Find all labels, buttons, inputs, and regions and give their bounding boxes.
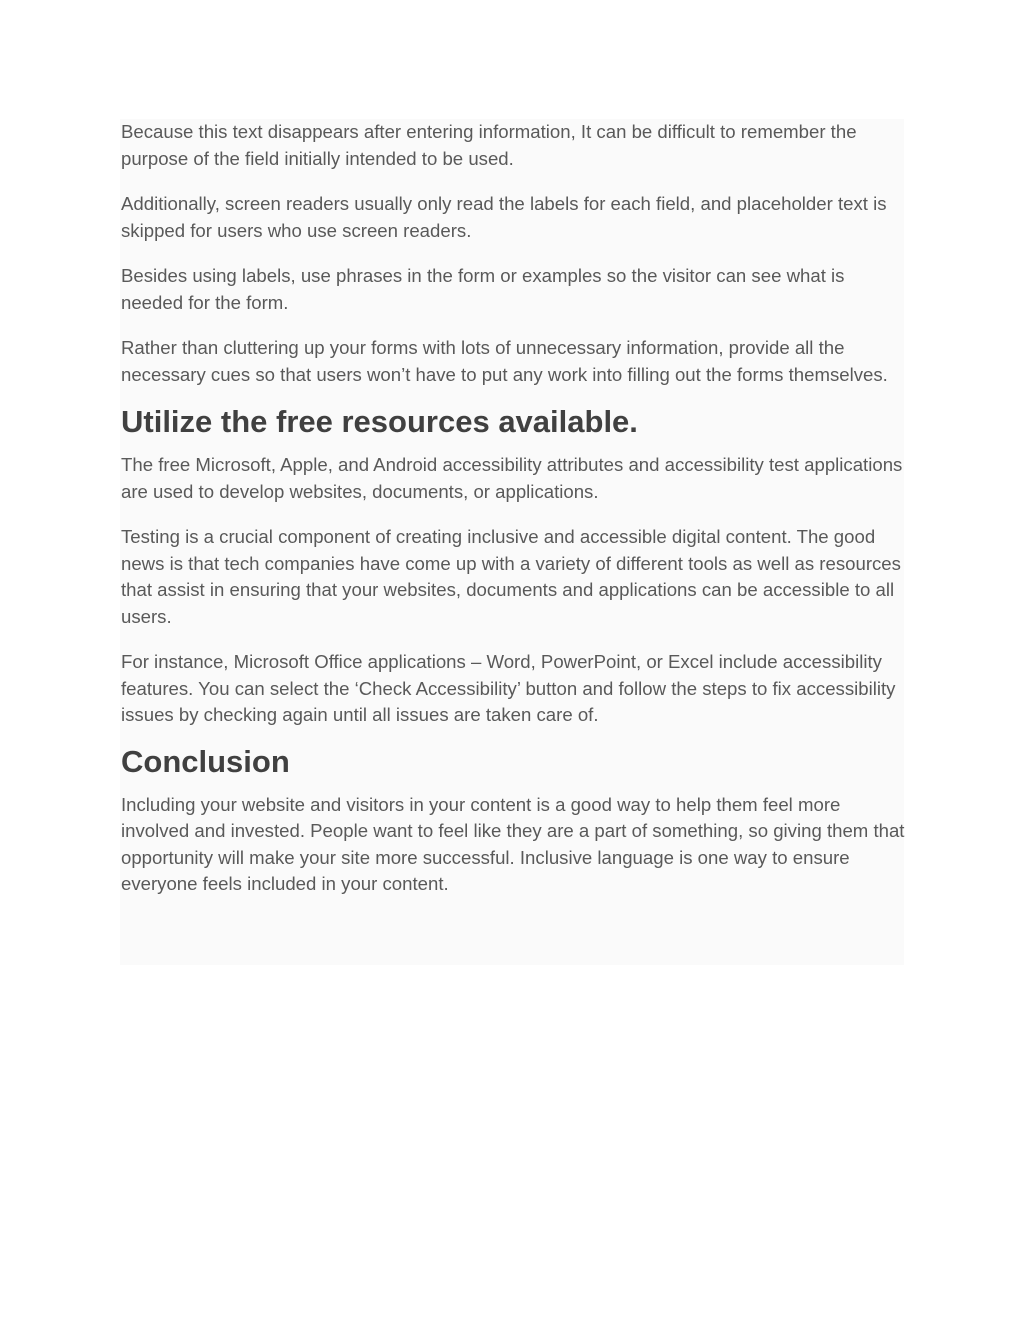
- article-body: [121, 119, 907, 898]
- paragraph-placeholder-disappears: Because this text disappears after entering information, It can be difficult to remember the purpose of the field initially intended to be used.: [121, 121, 857, 169]
- heading-free-resources: Utilize the free resources available.: [121, 404, 638, 439]
- paragraph-using-labels: Besides using labels, use phrases in the form or examples so the visitor can see what is needed for the form.: [121, 265, 845, 313]
- paragraph-testing: Testing is a crucial component of creating inclusive and accessible digital content. The good news is that tech companies have come up with a variety of different tools as well as resources that assist in ensuring that your websites, documents and applications can be accessible to all users.: [121, 526, 901, 627]
- paragraph-microsoft-office: For instance, Microsoft Office applications – Word, PowerPoint, or Excel include accessibility features. You can select the ‘Check Accessibility’ button and follow the steps to fix accessibility issues by checking again until all issues are taken care of.: [121, 651, 896, 725]
- paragraph-necessary-cues: Rather than cluttering up your forms with lots of unnecessary information, provide all the necessary cues so that users won’t have to put any work into filling out the forms themselves.: [121, 337, 888, 385]
- heading-conclusion: Conclusion: [121, 743, 290, 779]
- article-content: [120, 119, 904, 965]
- paragraph-conclusion: Including your website and visitors in your content is a good way to help them feel more involved and invested. People want to feel like they are a part of something, so giving them that opportunity will make your site more successful. Inclusive language is one way to ensure everyone feels included in your content.: [121, 793, 905, 894]
- paragraph-free-tools: The free Microsoft, Apple, and Android accessibility attributes and accessibility test applications are used to develop websites, documents, or applications.: [121, 454, 903, 502]
- paragraph-screen-readers: Additionally, screen readers usually only read the labels for each field, and placeholder text is skipped for users who use screen readers.: [121, 193, 887, 241]
